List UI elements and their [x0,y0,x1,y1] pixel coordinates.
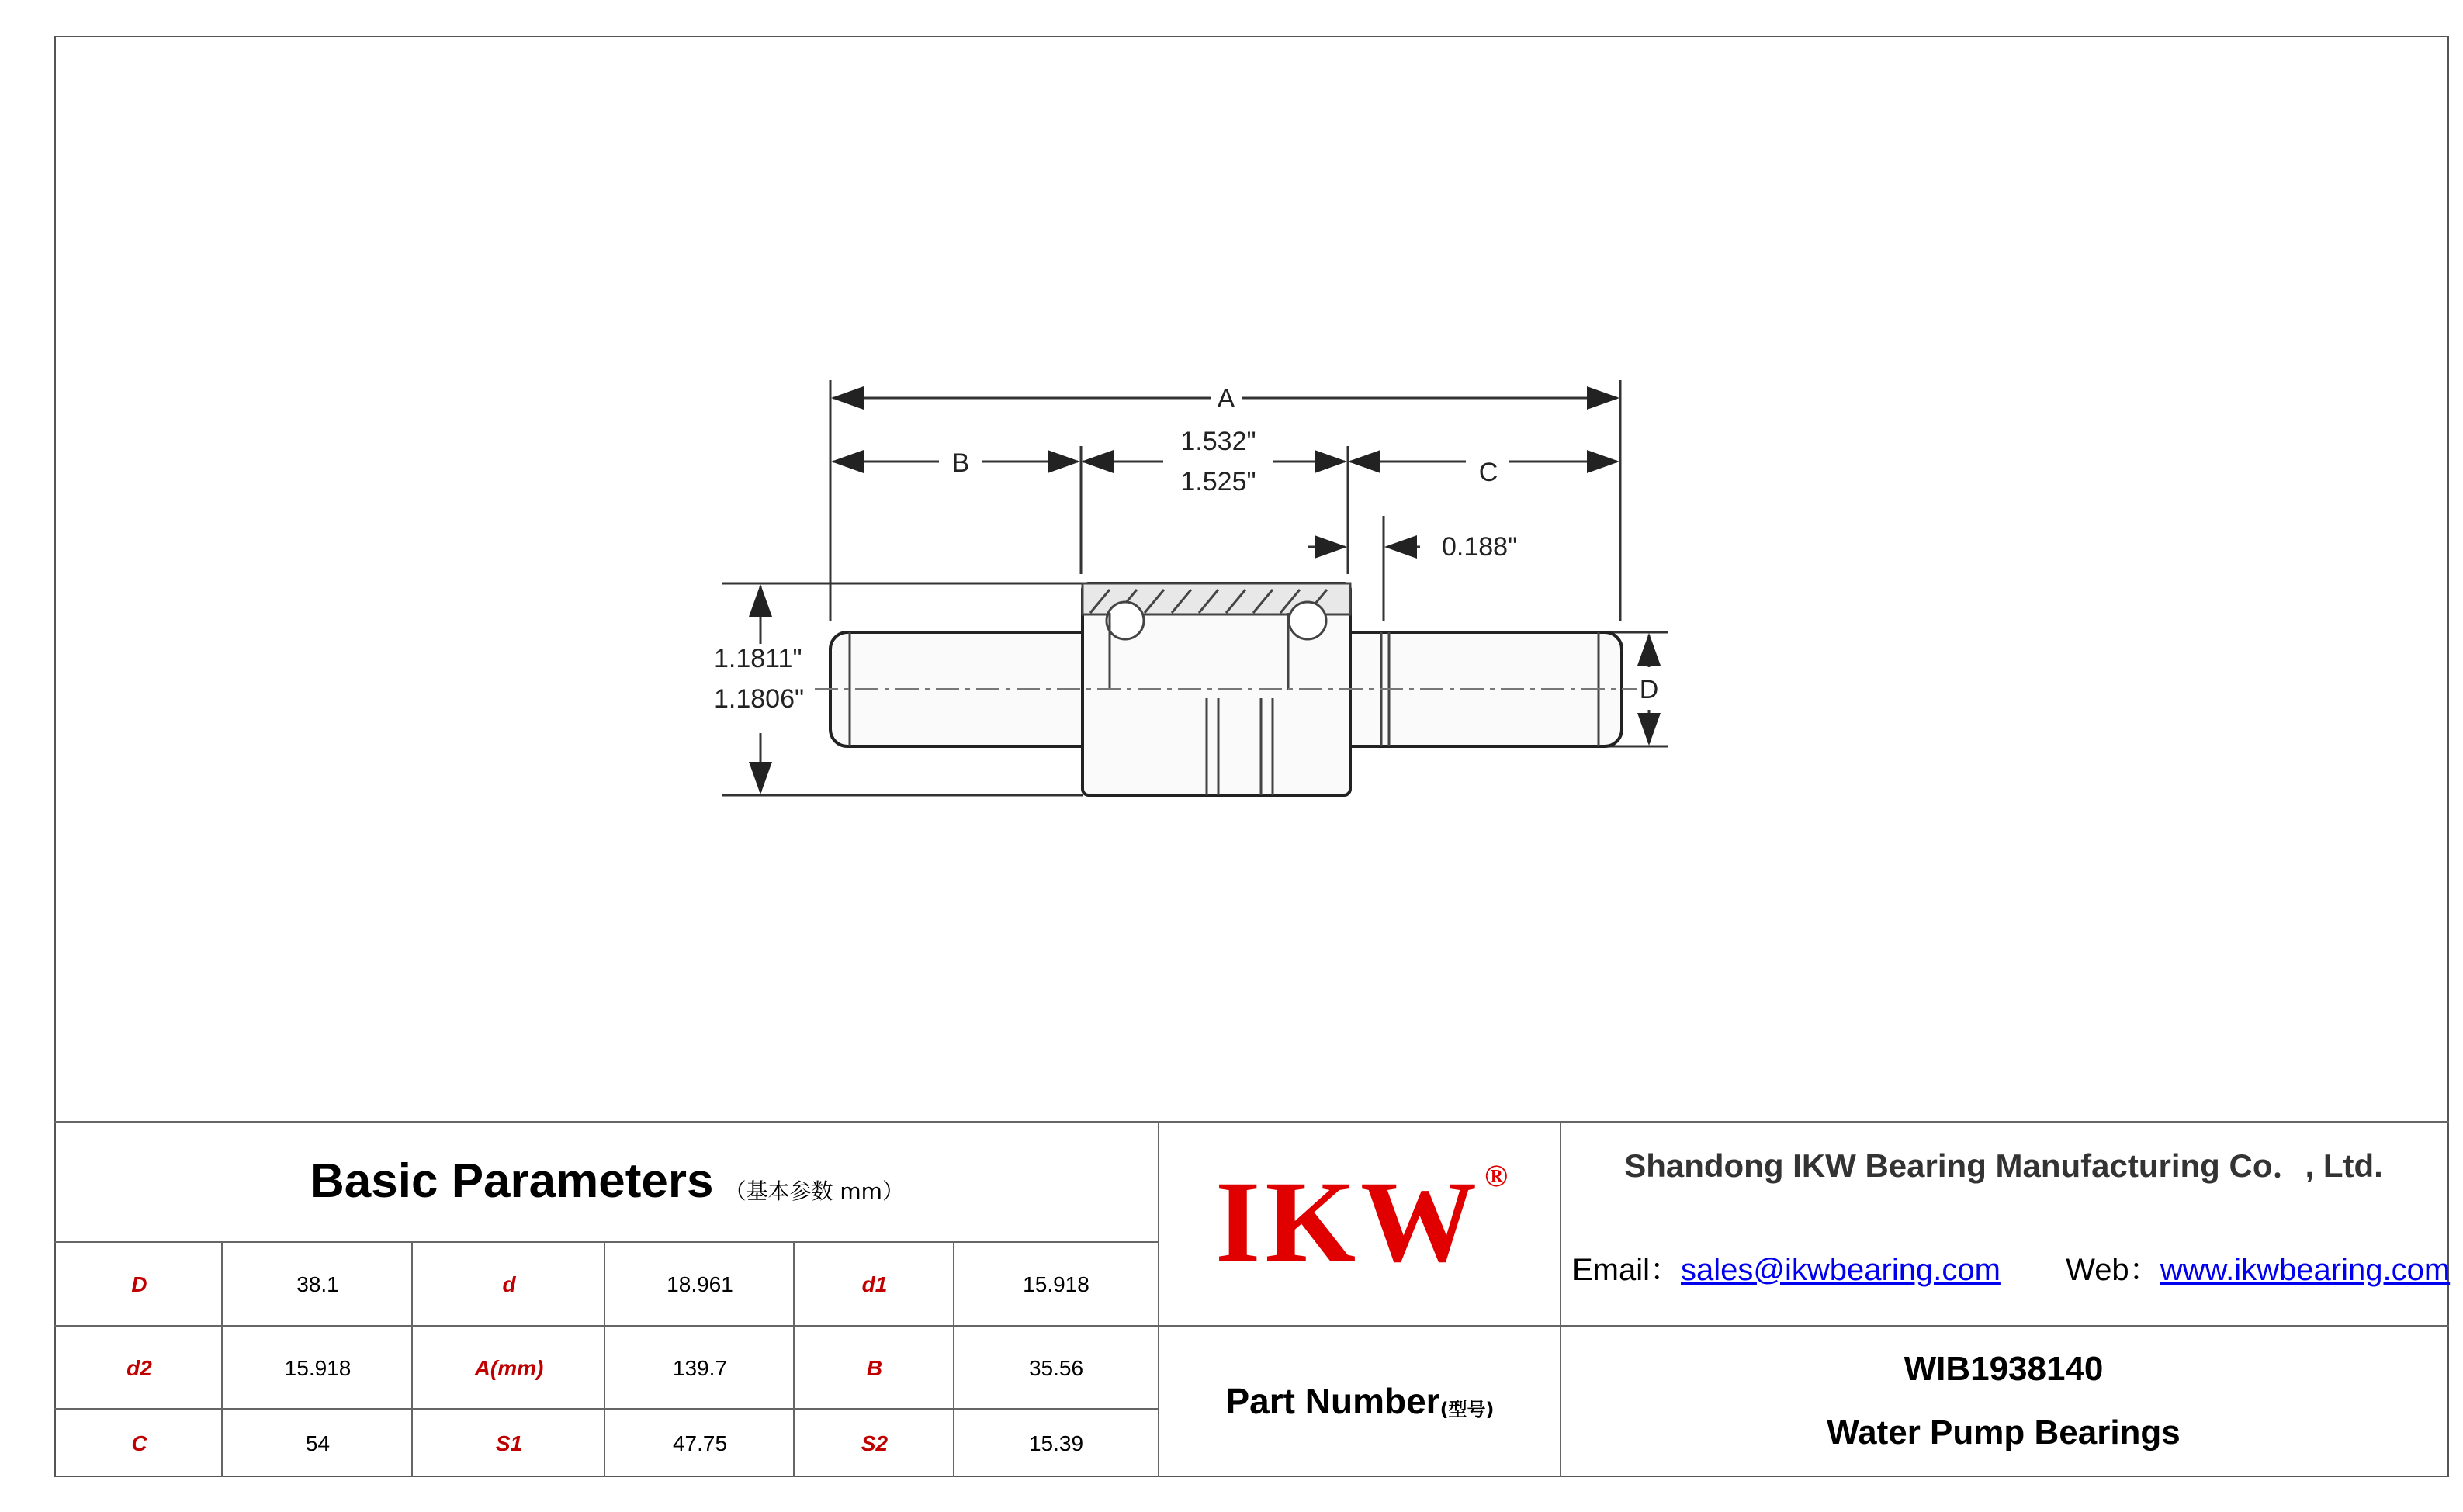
param-value: 35.56 [1028,1355,1084,1380]
registered-mark: ® [1484,1157,1508,1193]
dim-label-b: B [951,448,970,478]
param-value: 47.75 [672,1431,728,1455]
param-label: d [502,1272,516,1296]
part-number-value: WIB1938140 [1904,1350,2104,1388]
param-value: 139.7 [672,1355,728,1380]
brand-logo [1160,1121,1560,1323]
param-value: 15.918 [1023,1272,1089,1296]
web-label: Web： [2066,1253,2160,1287]
param-value: 38.1 [296,1272,339,1296]
dim-label-d: D [1639,675,1659,704]
tb-divider-1 [1158,1121,1159,1477]
part-description: Water Pump Bearings [1827,1413,2181,1451]
param-label: A(mm) [474,1355,544,1380]
param-value: 54 [305,1431,331,1455]
dim-center-upper: 1.532" [1180,427,1256,456]
contact-line [1572,1245,2451,1289]
param-label: D [131,1272,147,1296]
dim-center-lower: 1.525" [1180,467,1256,497]
part-label-cn: (型号) [1439,1398,1495,1420]
params-title: Basic Parameters [310,1154,714,1208]
company-name: Shandong IKW Bearing Manufacturing Co．, Ltd. [1624,1147,2383,1184]
param-label: B [866,1355,883,1380]
param-value: 15.918 [284,1355,352,1380]
param-label: S1 [495,1431,523,1455]
param-value: 18.961 [667,1272,733,1296]
params-subtitle: （基本参数 mm） [724,1178,904,1204]
part-number-label [1160,1325,1560,1477]
logo-text: IKW [1215,1157,1482,1286]
param-value: 15.39 [1028,1431,1084,1455]
param-label: S2 [861,1431,889,1455]
dim-label-a: A [1217,384,1235,413]
dim-od-lower: 1.1806" [714,684,805,714]
email-label: Email： [1572,1253,1682,1287]
website-link[interactable]: www.ikwbearing.com [2160,1253,2451,1287]
dim-groove: 0.188" [1442,532,1518,562]
param-label: d2 [126,1355,152,1380]
dim-label-c: C [1478,458,1498,487]
params-header [56,1121,1158,1241]
param-label: C [131,1431,147,1455]
email-link[interactable]: sales@ikwbearing.com [1681,1253,2001,1287]
param-label: d1 [861,1272,888,1296]
part-label-text: Part Number [1225,1381,1440,1421]
dim-od-upper: 1.1811" [714,644,802,673]
